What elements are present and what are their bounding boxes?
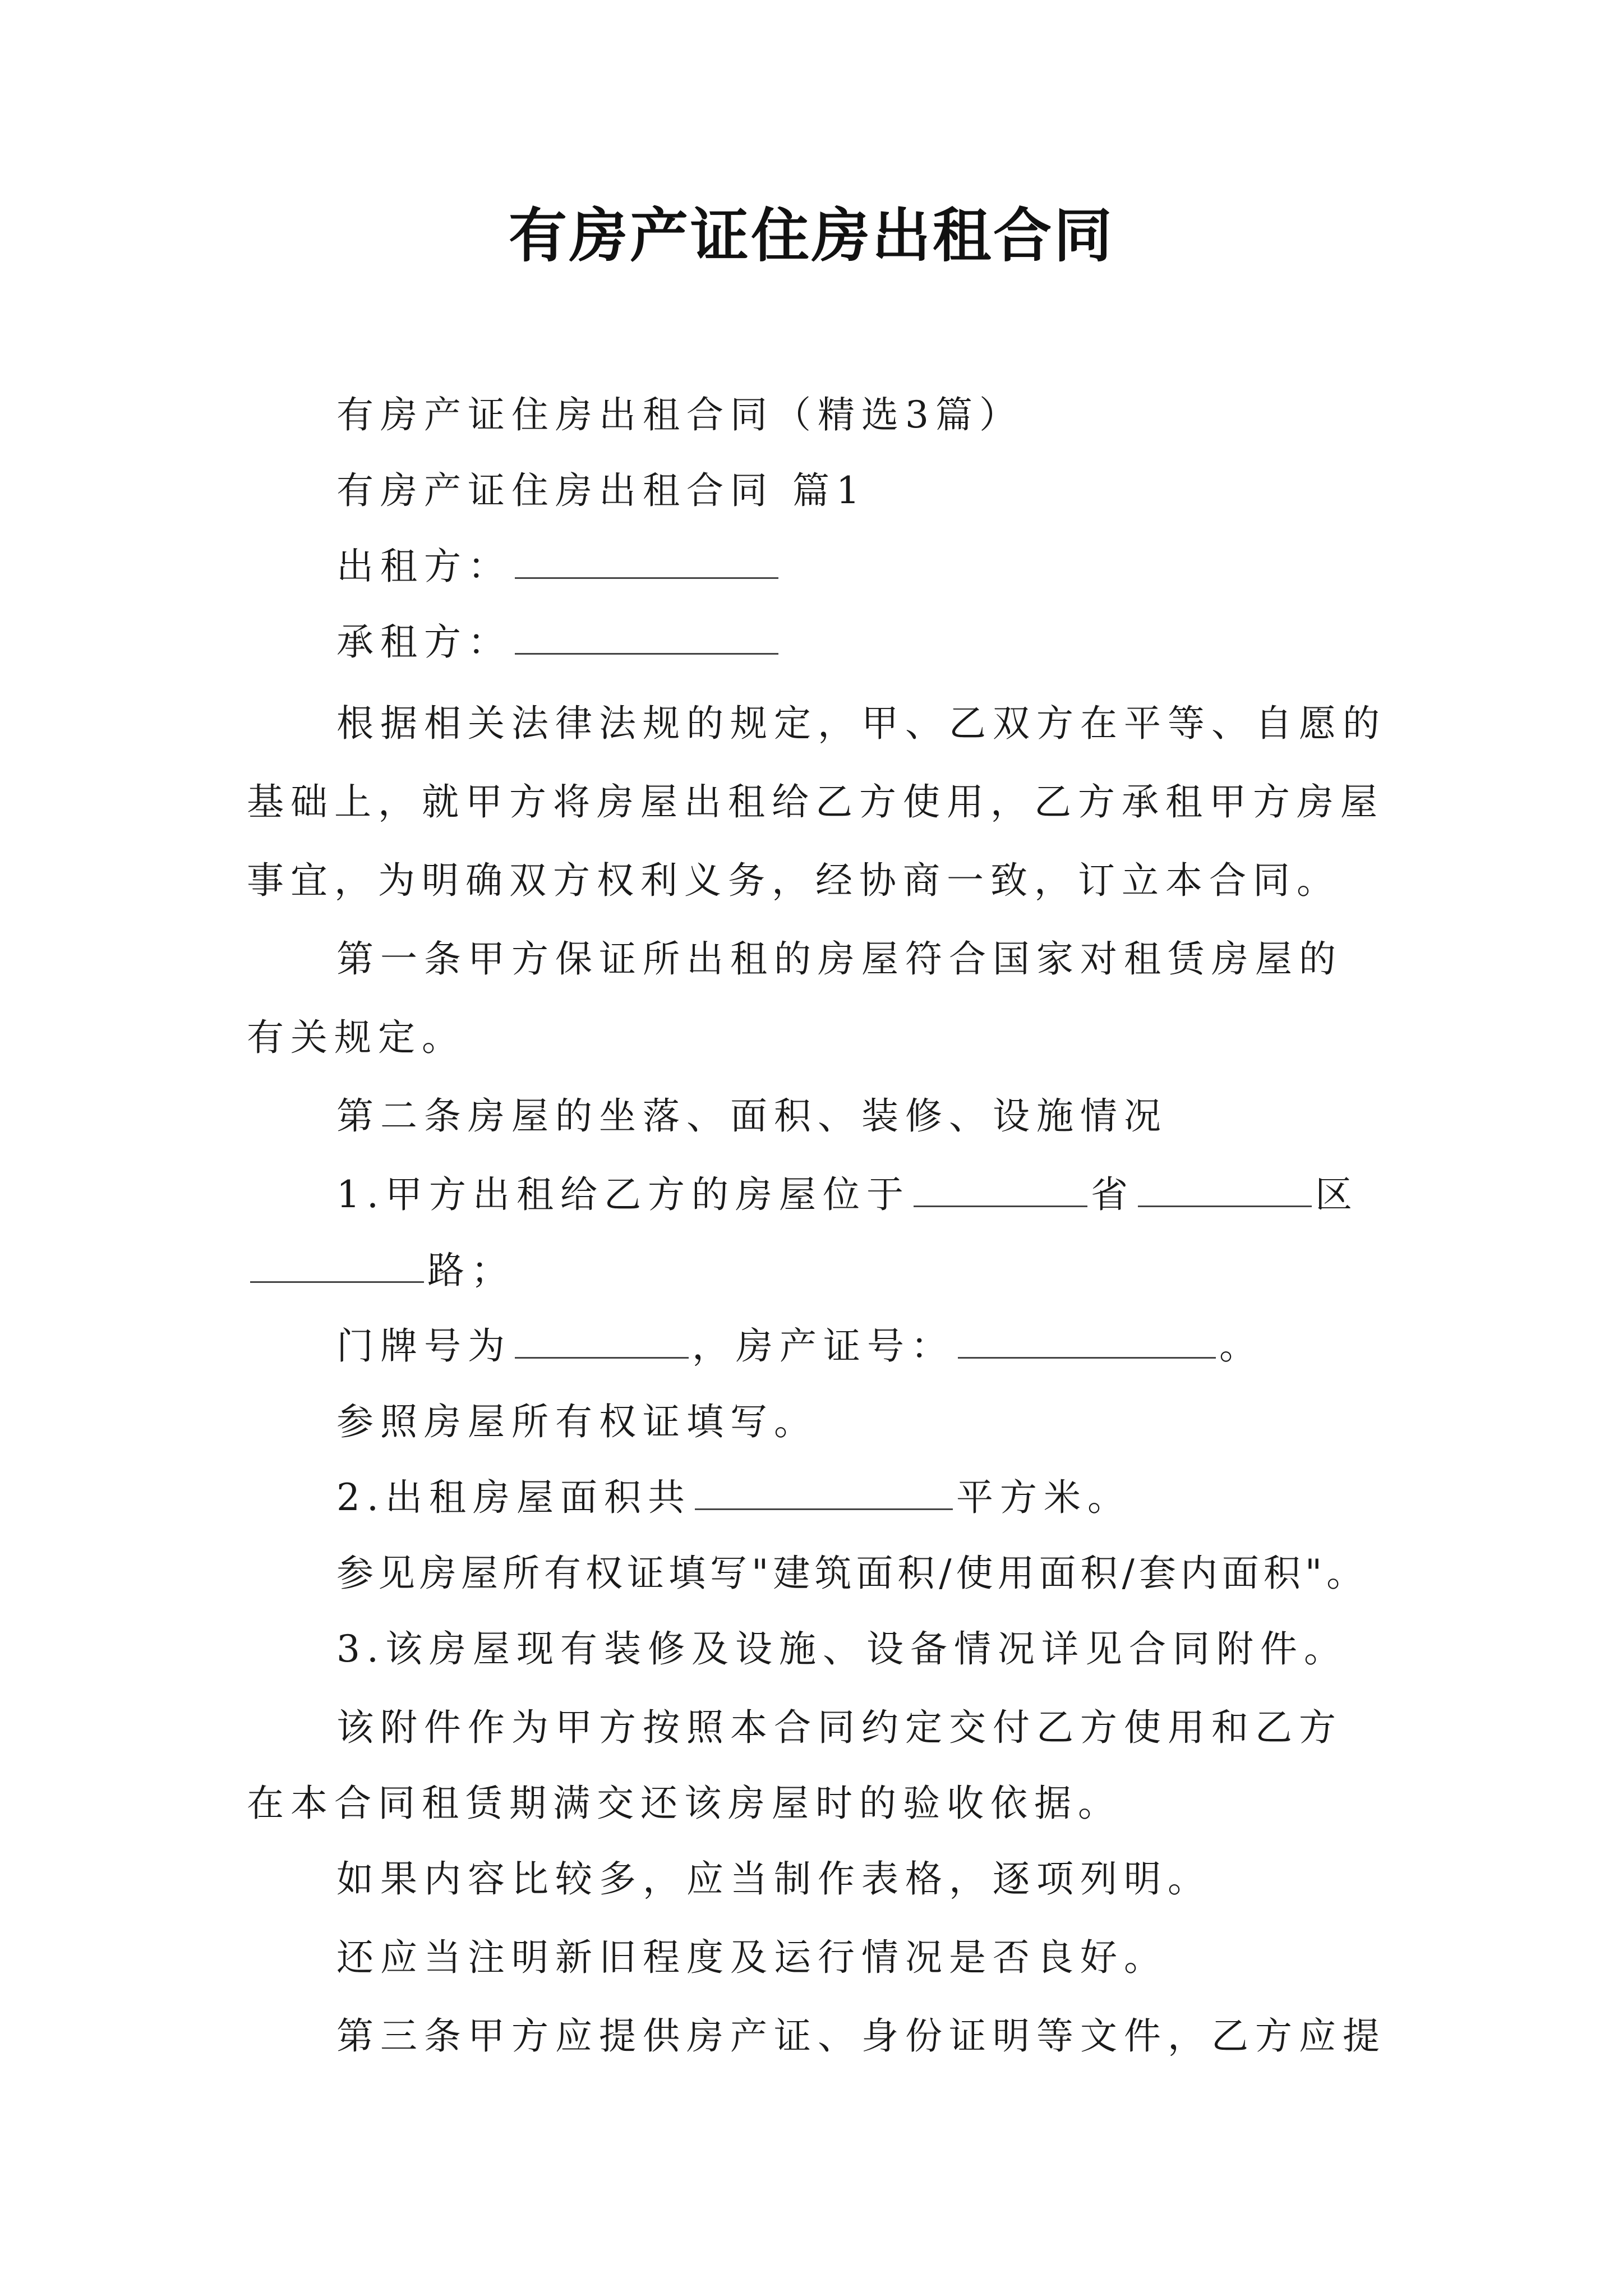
province-label: 省 <box>1090 1173 1135 1216</box>
province-blank <box>914 1171 1087 1207</box>
cert-label: ，房产证号： <box>692 1324 955 1368</box>
lessor-line <box>336 539 782 595</box>
doorplate-line <box>336 1318 1263 1374</box>
intro-line-2: 基础上，就甲方将房屋出租给乙方使用，乙方承租甲方房屋 <box>247 780 1384 823</box>
doorplate-blank <box>515 1322 689 1359</box>
item2-prefix: 2.出租房屋面积共 <box>336 1476 691 1519</box>
doorplate-end: 。 <box>1219 1324 1263 1368</box>
doorplate-label: 门牌号为 <box>336 1324 511 1368</box>
note-cert: 参照房屋所有权证填写。 <box>336 1400 818 1443</box>
note-area: 参见房屋所有权证填写"建筑面积/使用面积/套内面积"。 <box>336 1552 1368 1595</box>
annex-line-2: 在本合同租赁期满交还该房屋时的验收依据。 <box>247 1782 1122 1825</box>
road-blank <box>250 1246 424 1283</box>
lessee-blank <box>515 618 778 655</box>
lessee-line <box>336 614 782 670</box>
article1-line-1: 第一条甲方保证所出租的房屋符合国家对租赁房屋的 <box>336 937 1343 981</box>
road-label: 路； <box>427 1249 515 1292</box>
district-blank <box>1138 1171 1312 1207</box>
article1-line-2: 有关规定。 <box>247 1016 465 1059</box>
document-subtitle: 有房产证住房出租合同（精选3篇） <box>336 393 1023 436</box>
article3-line-1: 第三条甲方应提供房产证、身份证明等文件，乙方应提 <box>336 2014 1386 2058</box>
district-label: 区 <box>1315 1173 1359 1216</box>
lessor-label: 出租方： <box>336 545 511 588</box>
intro-line-1: 根据相关法律法规的规定，甲、乙双方在平等、自愿的 <box>336 702 1386 745</box>
note-table: 如果内容比较多，应当制作表格，逐项列明。 <box>336 1857 1211 1901</box>
section-heading: 有房产证住房出租合同 篇1 <box>336 469 866 512</box>
intro-line-3: 事宜，为明确双方权利义务，经协商一致，订立本合同。 <box>247 859 1340 902</box>
article2-heading: 第二条房屋的坐落、面积、装修、设施情况 <box>336 1094 1168 1138</box>
item2-line <box>336 1470 1131 1526</box>
item1-prefix: 1.甲方出租给乙方的房屋位于 <box>336 1173 910 1216</box>
annex-line-1: 该附件作为甲方按照本合同约定交付乙方使用和乙方 <box>336 1706 1343 1749</box>
road-line <box>247 1243 515 1299</box>
area-blank <box>695 1474 953 1510</box>
lessee-label: 承租方： <box>336 620 511 664</box>
document-title: 有房产证住房出租合同 <box>508 201 1114 270</box>
area-unit: 平方米。 <box>956 1476 1131 1519</box>
note-condition: 还应当注明新旧程度及运行情况是否良好。 <box>336 1936 1168 1979</box>
item1-line <box>336 1167 1359 1223</box>
cert-blank <box>958 1322 1216 1359</box>
lessor-blank <box>515 542 778 579</box>
item3-line: 3.该房屋现有装修及设施、设备情况详见合同附件。 <box>336 1627 1348 1671</box>
